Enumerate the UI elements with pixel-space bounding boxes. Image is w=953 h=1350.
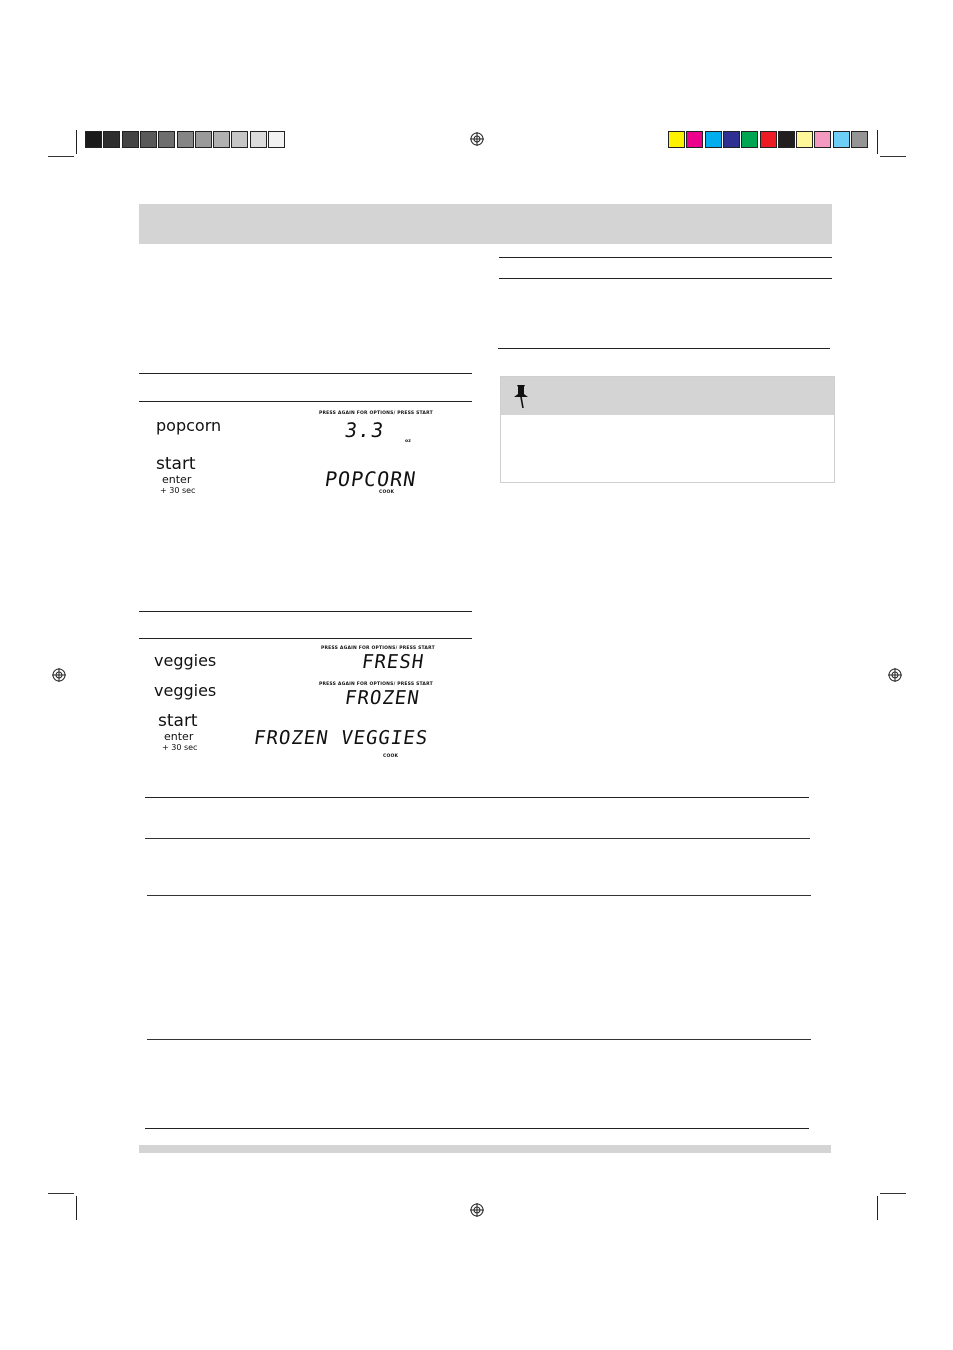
display-readout: FROZEN VEGGIES	[252, 727, 430, 749]
crop-mark	[76, 1196, 77, 1220]
color-swatch	[668, 131, 685, 148]
rule	[139, 611, 472, 612]
gray-swatch	[158, 131, 175, 148]
display-prompt: PRESS AGAIN FOR OPTIONS/ PRESS START	[319, 411, 433, 416]
rule	[499, 278, 832, 279]
plus-30-sec-label: + 30 sec	[160, 486, 196, 495]
color-swatch	[796, 131, 813, 148]
gray-swatch	[231, 131, 248, 148]
registration-mark-icon	[888, 668, 902, 682]
gray-swatch	[103, 131, 120, 148]
crop-mark	[877, 1196, 878, 1220]
gray-swatch	[195, 131, 212, 148]
note-header-band	[501, 377, 834, 415]
plus-30-sec-label: + 30 sec	[162, 743, 198, 752]
table-rule	[145, 838, 810, 839]
registration-mark-icon	[470, 132, 484, 146]
crop-mark	[877, 130, 878, 154]
gray-swatch	[122, 131, 139, 148]
display-weight-readout: 3.3	[343, 418, 386, 442]
registration-mark-icon	[470, 1203, 484, 1217]
rule	[498, 348, 830, 349]
note-box	[500, 376, 835, 483]
display-readout: FRESH	[360, 651, 426, 673]
display-unit: oz	[405, 439, 412, 444]
color-swatch	[851, 131, 868, 148]
color-swatch	[814, 131, 831, 148]
crop-mark	[880, 156, 906, 157]
display-cook-indicator: COOK	[379, 490, 395, 495]
crop-mark	[48, 156, 74, 157]
color-swatch	[705, 131, 722, 148]
display-cook-indicator: COOK	[383, 754, 399, 759]
table-rule	[145, 1128, 809, 1129]
color-swatch	[833, 131, 850, 148]
gray-swatch	[140, 131, 157, 148]
popcorn-button-label: popcorn	[156, 416, 222, 435]
color-swatch	[686, 131, 703, 148]
crop-mark	[880, 1193, 906, 1194]
rule	[139, 373, 472, 374]
gray-swatch	[85, 131, 102, 148]
display-prompt: PRESS AGAIN FOR OPTIONS/ PRESS START	[319, 682, 433, 687]
table-rule	[147, 895, 811, 896]
color-swatch	[778, 131, 795, 148]
enter-label: enter	[164, 730, 194, 743]
crop-mark	[48, 1193, 74, 1194]
color-swatch	[723, 131, 740, 148]
rule	[499, 257, 832, 258]
rule	[139, 401, 472, 402]
section-header-band	[139, 204, 832, 244]
start-button-label: start	[158, 711, 198, 731]
start-button-label: start	[156, 454, 196, 474]
table-rule	[145, 797, 809, 798]
display-prompt: PRESS AGAIN FOR OPTIONS/ PRESS START	[321, 646, 435, 651]
veggies-button-label: veggies	[154, 651, 217, 670]
enter-label: enter	[162, 473, 192, 486]
display-readout: FROZEN	[343, 687, 422, 709]
veggies-button-label: veggies	[154, 681, 217, 700]
rule	[139, 638, 472, 639]
gray-swatch	[177, 131, 194, 148]
gray-swatch	[250, 131, 267, 148]
display-readout: POPCORN	[323, 467, 418, 491]
color-swatch	[741, 131, 758, 148]
gray-swatch	[213, 131, 230, 148]
gray-swatch	[268, 131, 285, 148]
footer-band	[139, 1145, 831, 1153]
table-rule	[147, 1039, 811, 1040]
registration-mark-icon	[52, 668, 66, 682]
color-swatch	[760, 131, 777, 148]
crop-mark	[76, 130, 77, 154]
pushpin-icon	[511, 383, 533, 409]
